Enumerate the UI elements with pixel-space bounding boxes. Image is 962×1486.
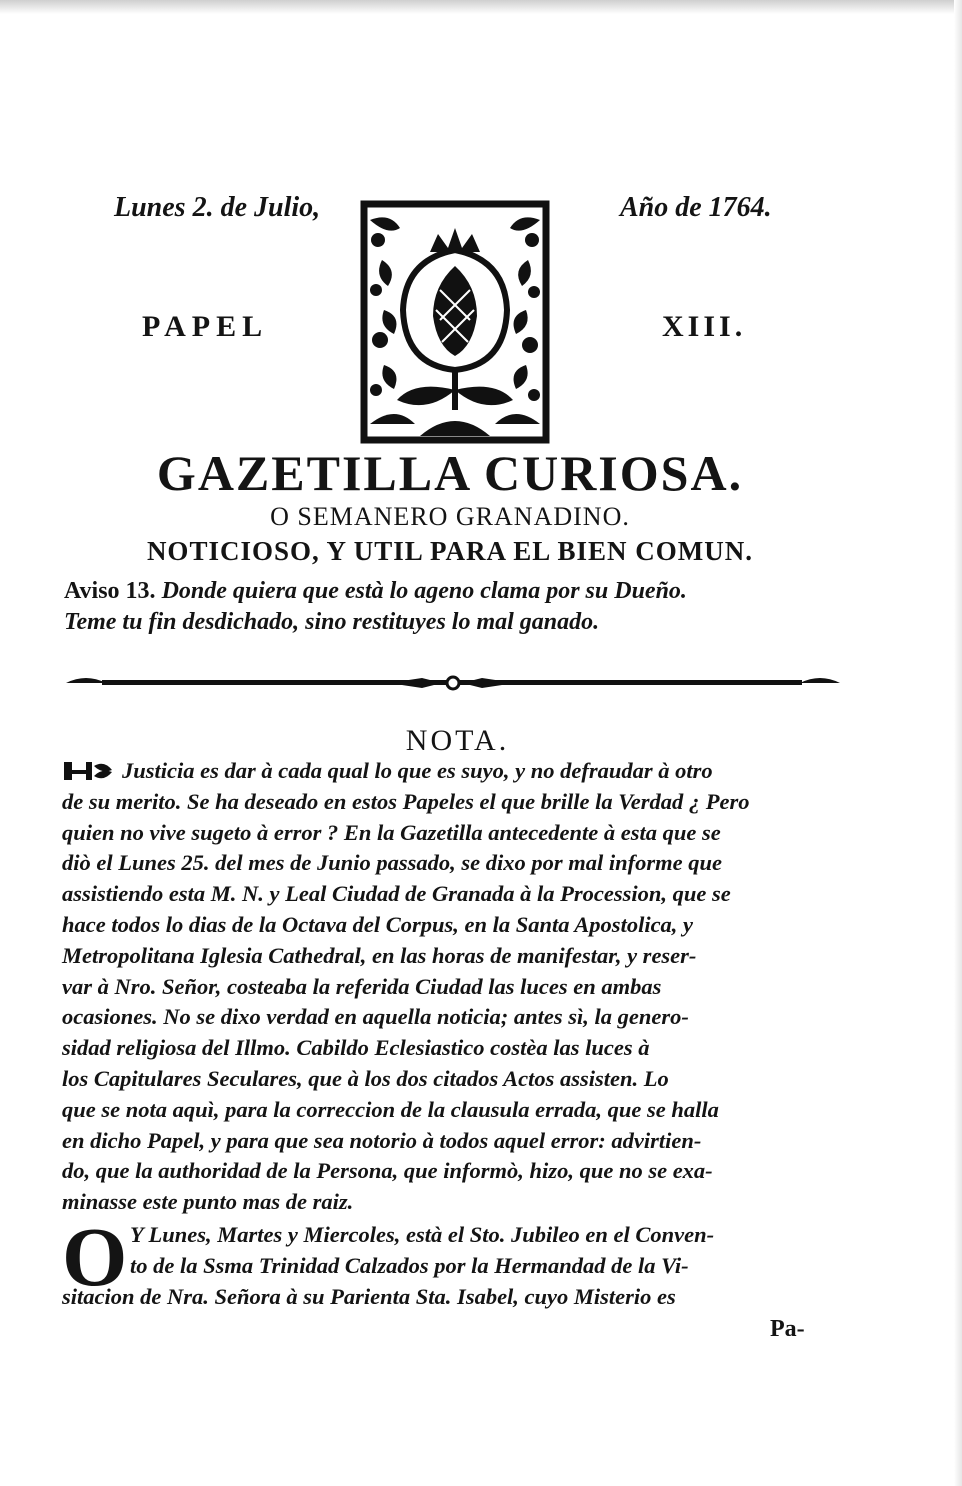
nota-line: hace todos lo dias de la Octava del Corpus, en la Santa Apostolica, y [62,911,694,937]
ornamental-rule [62,672,844,694]
nota-line: que se nota aquì, para la correccion de la clausula errada, que se halla [62,1096,719,1122]
aviso-line-1: Donde quiera que està lo ageno clama por su Dueño. [161,578,687,604]
jubileo-line: to de la Ssma Trinidad Calzados por la Hermandad de la Vi- [130,1252,689,1278]
ornamental-initial-icon [62,758,114,784]
catchword: Pa- [770,1316,805,1342]
nota-line: sidad religiosa del Illmo. Cabildo Eclesiastico costèa las luces à [62,1035,650,1061]
aviso-label: Aviso 13. [64,578,156,604]
issue-date: Lunes 2. de Julio, [114,192,321,223]
nota-line: minasse este punto mas de raiz. [62,1189,354,1215]
nota-line: diò el Lunes 25. del mes de Junio passado, se dixo por mal informe que [62,850,723,876]
pomegranate-emblem-icon [360,200,550,444]
nota-line: var à Nro. Señor, costeaba la referida Ciudad las luces en ambas [62,973,662,999]
nota-line: do, que la authoridad de la Persona, que informò, hizo, que no se exa- [62,1158,713,1184]
jubileo-paragraph [62,1211,844,1312]
newspaper-title: GAZETILLA CURIOSA. [156,445,744,501]
nota-line: assistiendo esta M. N. y Leal Ciudad de Granada à la Procession, que se [62,881,731,907]
drop-cap: O [62,1211,128,1304]
nota-paragraph [62,756,844,1218]
nota-line: los Capitulares Seculares, que à los dos citados Actos assisten. Lo [62,1065,669,1091]
newspaper-motto: NOTICIOSO, Y UTIL PARA EL BIEN COMUN. [146,536,754,566]
papel-number: XIII. [662,310,747,343]
page-right-shadow [954,0,962,1486]
aviso-block [64,576,844,638]
aviso-line-2: Teme tu fin desdichado, sino restituyes lo mal ganado. [64,609,600,635]
nota-line: de su merito. Se ha deseado en estos Papeles el que brille la Verdad ¿ Pero [62,788,750,814]
nota-heading: NOTA. [405,724,510,757]
jubileo-line: Y Lunes, Martes y Miercoles, està el Sto. Jubileo en el Conven- [130,1222,715,1247]
papel-label: PAPEL [142,310,269,343]
nota-line: ocasiones. No se dixo verdad en aquella noticia; antes sì, la genero- [62,1004,689,1030]
nota-line: en dicho Papel, y para que sea notorio à todos aquel error: advirtien- [62,1127,702,1153]
jubileo-line: sitacion de Nra. Señora à su Parienta Sta. Isabel, cuyo Misterio es [62,1283,676,1309]
nota-line: quien no vive sugeto à error ? En la Gazetilla antecedente à esta que se [62,819,721,845]
nota-line: Metropolitana Iglesia Cathedral, en las horas de manifestar, y reser- [62,942,697,968]
newspaper-subtitle: O SEMANERO GRANADINO. [270,502,630,531]
issue-year: Año de 1764. [620,192,772,223]
page-top-shadow [0,0,962,14]
nota-line: Justicia es dar à cada qual lo que es suyo, y no defraudar à otro [122,758,713,783]
